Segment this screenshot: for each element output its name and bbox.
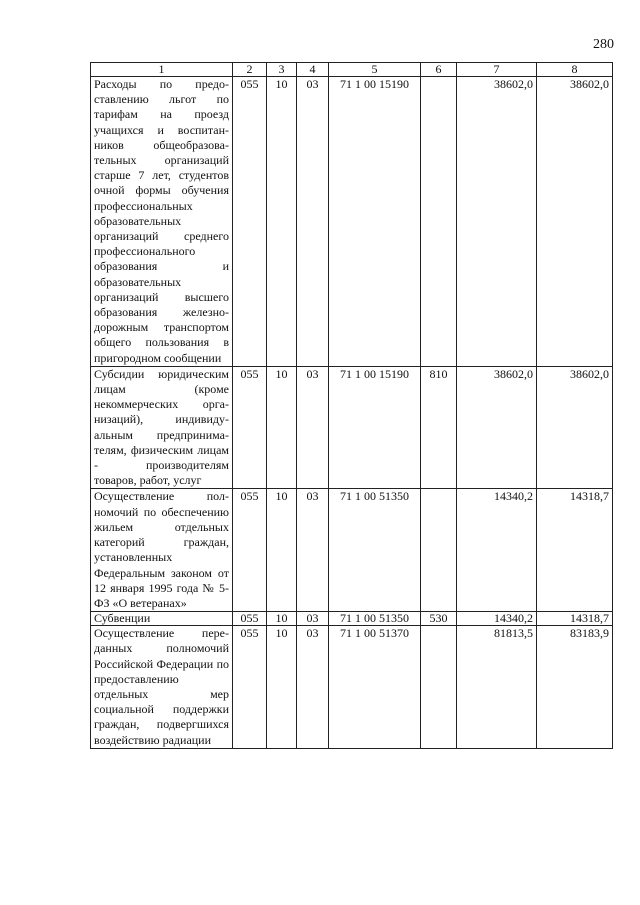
column-header: 1 [91, 63, 233, 77]
target-article-cell: 71 1 00 51350 [329, 612, 421, 626]
sum-year-2-cell: 38602,0 [537, 77, 613, 367]
row-name-cell: Субвенции [91, 612, 233, 626]
sum-year-2-cell: 83183,9 [537, 626, 613, 749]
column-header: 7 [457, 63, 537, 77]
subsection-cell: 03 [297, 77, 329, 367]
sum-year-1-cell: 38602,0 [457, 366, 537, 489]
expense-type-cell: 530 [421, 612, 457, 626]
subsection-cell: 03 [297, 489, 329, 612]
section-cell: 10 [267, 366, 297, 489]
table-row [91, 489, 613, 612]
expense-type-cell [421, 626, 457, 749]
row-name-cell: Расходы по предоставлению льгот по тарифам на проезд учащихся и воспитанников общеобразовательных организаций старше 7 лет, студентов очной формы обучения профессиональных образовательных организаций среднего профессионального образования и образовательных организаций высшего образования железнодорожным транспортом общего пользования в пригородном сообщении [91, 77, 233, 367]
column-header: 2 [233, 63, 267, 77]
expense-type-cell [421, 77, 457, 367]
row-name-cell: Осуществление полномочий по обеспечению жильем отдельных категорий граждан, установленных Федеральным законом от 12 января 1995 года № 5-ФЗ «О ветеранах» [91, 489, 233, 612]
ministry-code-cell: 055 [233, 366, 267, 489]
sum-year-2-cell: 38602,0 [537, 366, 613, 489]
column-header: 3 [267, 63, 297, 77]
row-name-cell: Осуществление переданных полномочий Российской Федерации по предоставлению отдельных мер социальной поддержки граждан, подвергшихся воздействию радиации [91, 626, 233, 749]
table-row [91, 77, 613, 367]
table-row [91, 626, 613, 749]
target-article-cell: 71 1 00 51370 [329, 626, 421, 749]
column-header: 4 [297, 63, 329, 77]
ministry-code-cell: 055 [233, 77, 267, 367]
section-cell: 10 [267, 489, 297, 612]
target-article-cell: 71 1 00 15190 [329, 366, 421, 489]
sum-year-1-cell: 14340,2 [457, 489, 537, 612]
row-name-cell: Субсидии юридическим лицам (кроме некоммерческих организаций), индивидуальным предпринимателям, физическим лицам - производителям товаров, работ, услуг [91, 366, 233, 489]
subsection-cell: 03 [297, 612, 329, 626]
sum-year-2-cell: 14318,7 [537, 489, 613, 612]
target-article-cell: 71 1 00 15190 [329, 77, 421, 367]
ministry-code-cell: 055 [233, 489, 267, 612]
section-cell: 10 [267, 612, 297, 626]
page-number: 280 [593, 37, 614, 52]
column-header: 5 [329, 63, 421, 77]
column-header: 8 [537, 63, 613, 77]
sum-year-1-cell: 14340,2 [457, 612, 537, 626]
budget-table [90, 62, 613, 749]
sum-year-2-cell: 14318,7 [537, 612, 613, 626]
ministry-code-cell: 055 [233, 612, 267, 626]
ministry-code-cell: 055 [233, 626, 267, 749]
table-row [91, 366, 613, 489]
subsection-cell: 03 [297, 366, 329, 489]
subsection-cell: 03 [297, 626, 329, 749]
header-row [91, 63, 613, 77]
expense-type-cell: 810 [421, 366, 457, 489]
section-cell: 10 [267, 626, 297, 749]
target-article-cell: 71 1 00 51350 [329, 489, 421, 612]
sum-year-1-cell: 38602,0 [457, 77, 537, 367]
table-row [91, 612, 613, 626]
sum-year-1-cell: 81813,5 [457, 626, 537, 749]
section-cell: 10 [267, 77, 297, 367]
column-header: 6 [421, 63, 457, 77]
expense-type-cell [421, 489, 457, 612]
